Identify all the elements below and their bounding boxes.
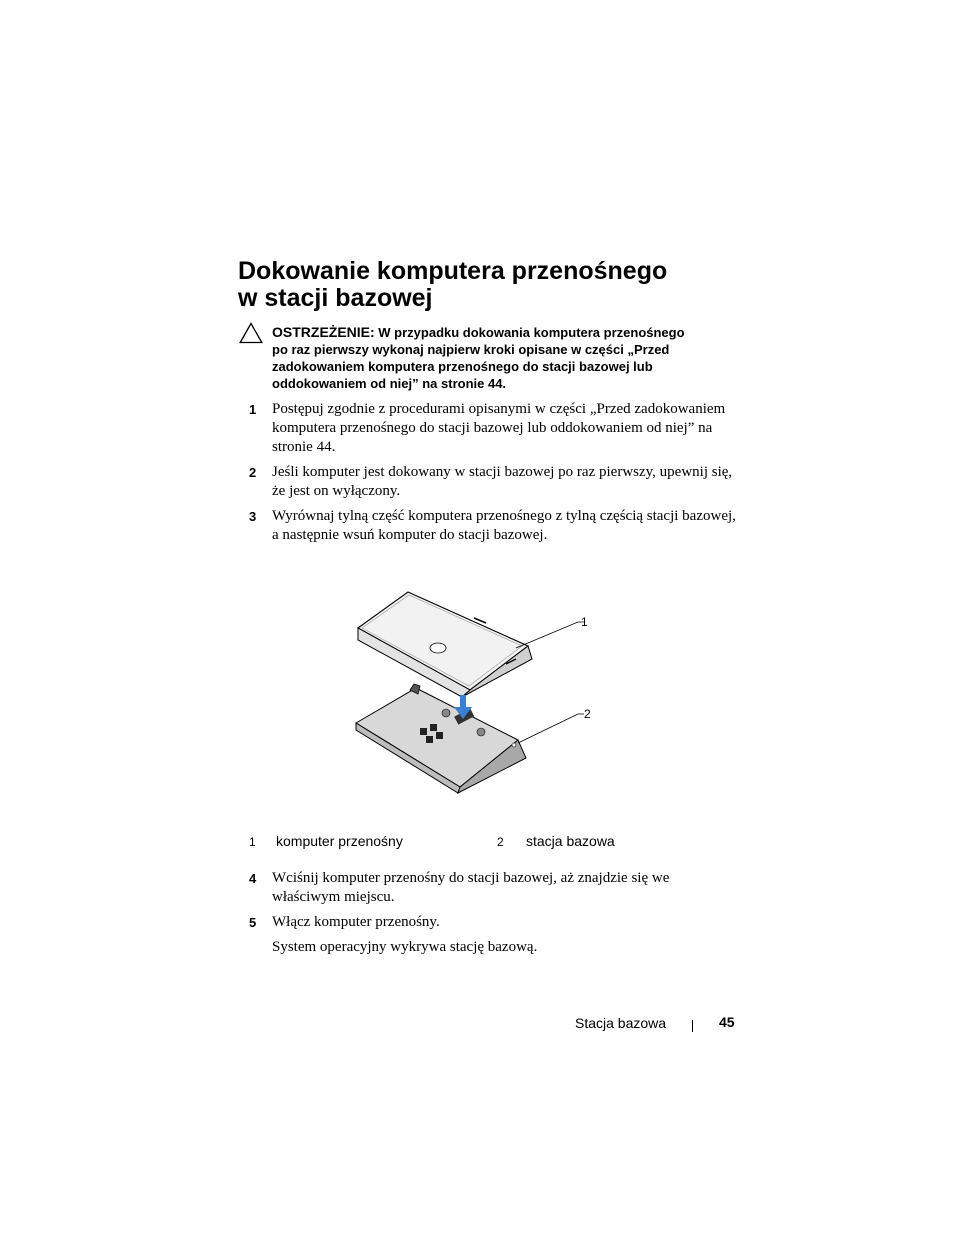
caption-text: komputer przenośny	[276, 833, 403, 849]
step-line: Wyrównaj tylną część komputera przenośnego z tylną częścią stacji bazowej,	[272, 508, 736, 524]
page-title-line-1: Dokowanie komputera przenośnego	[238, 257, 668, 285]
caption-text: stacja bazowa	[526, 833, 615, 849]
step-number: 3	[249, 509, 257, 524]
step-text	[272, 400, 742, 457]
caption-number	[497, 832, 504, 851]
caption-number	[249, 832, 256, 851]
warning-triangle-icon	[239, 322, 263, 344]
warning-line-1: W przypadku dokowania komputera przenośnego	[374, 325, 685, 340]
step-line: Jeśli komputer jest dokowany w stacji bazowej po raz pierwszy, upewnij się,	[272, 464, 733, 480]
callout-line	[516, 622, 584, 648]
step-text	[272, 463, 742, 501]
warning-line-3: zadokowaniem komputera przenośnego do stacji bazowej lub	[272, 359, 653, 374]
step-text	[272, 507, 742, 545]
step-line: Postępuj zgodnie z procedurami opisanymi w części „Przed zadokowaniem	[272, 401, 726, 417]
step-number: 4	[249, 871, 257, 886]
callout-line	[518, 714, 584, 743]
warning-note	[272, 324, 742, 392]
footer-separator	[692, 1020, 693, 1032]
page-title-line-2: w stacji bazowej	[238, 284, 433, 312]
caption-num: 1	[249, 835, 256, 849]
callout-2: 2	[584, 707, 591, 721]
laptop-drawing	[358, 592, 532, 697]
callout-1: 1	[581, 615, 588, 629]
page-title	[238, 258, 758, 312]
footer-section-title: Stacja bazowa	[575, 1015, 667, 1031]
step-line: stronie 44.	[272, 439, 336, 455]
warning-line-4: oddokowaniem od niej” na stronie 44.	[272, 376, 507, 391]
step-line: komputera przenośnego do stacji bazowej lub oddokowaniem od niej” na	[272, 420, 713, 436]
page-number: 45	[719, 1014, 735, 1030]
step-text	[272, 913, 742, 932]
step-line: że jest on wyłączony.	[272, 483, 401, 499]
step-line: Wciśnij komputer przenośny do stacji bazowej, aż znajdzie się we	[272, 870, 670, 886]
step-number: 1	[249, 402, 257, 417]
warning-line-2: po raz pierwszy wykonaj najpierw kroki opisane w części „Przed	[272, 342, 670, 357]
docking-illustration	[340, 585, 600, 795]
result-text: System operacyjny wykrywa stację bazową.	[272, 939, 538, 955]
warning-label: OSTRZEŻENIE:	[272, 324, 375, 340]
step-line: a następnie wsuń komputer do stacji bazowej.	[272, 527, 548, 543]
step-line: właściwym miejscu.	[272, 889, 395, 905]
caption-num: 2	[497, 835, 504, 849]
step-number: 2	[249, 465, 257, 480]
step-number: 5	[249, 915, 257, 930]
step-text	[272, 869, 742, 907]
docking-station-drawing	[356, 684, 526, 793]
step-line: Włącz komputer przenośny.	[272, 914, 440, 930]
